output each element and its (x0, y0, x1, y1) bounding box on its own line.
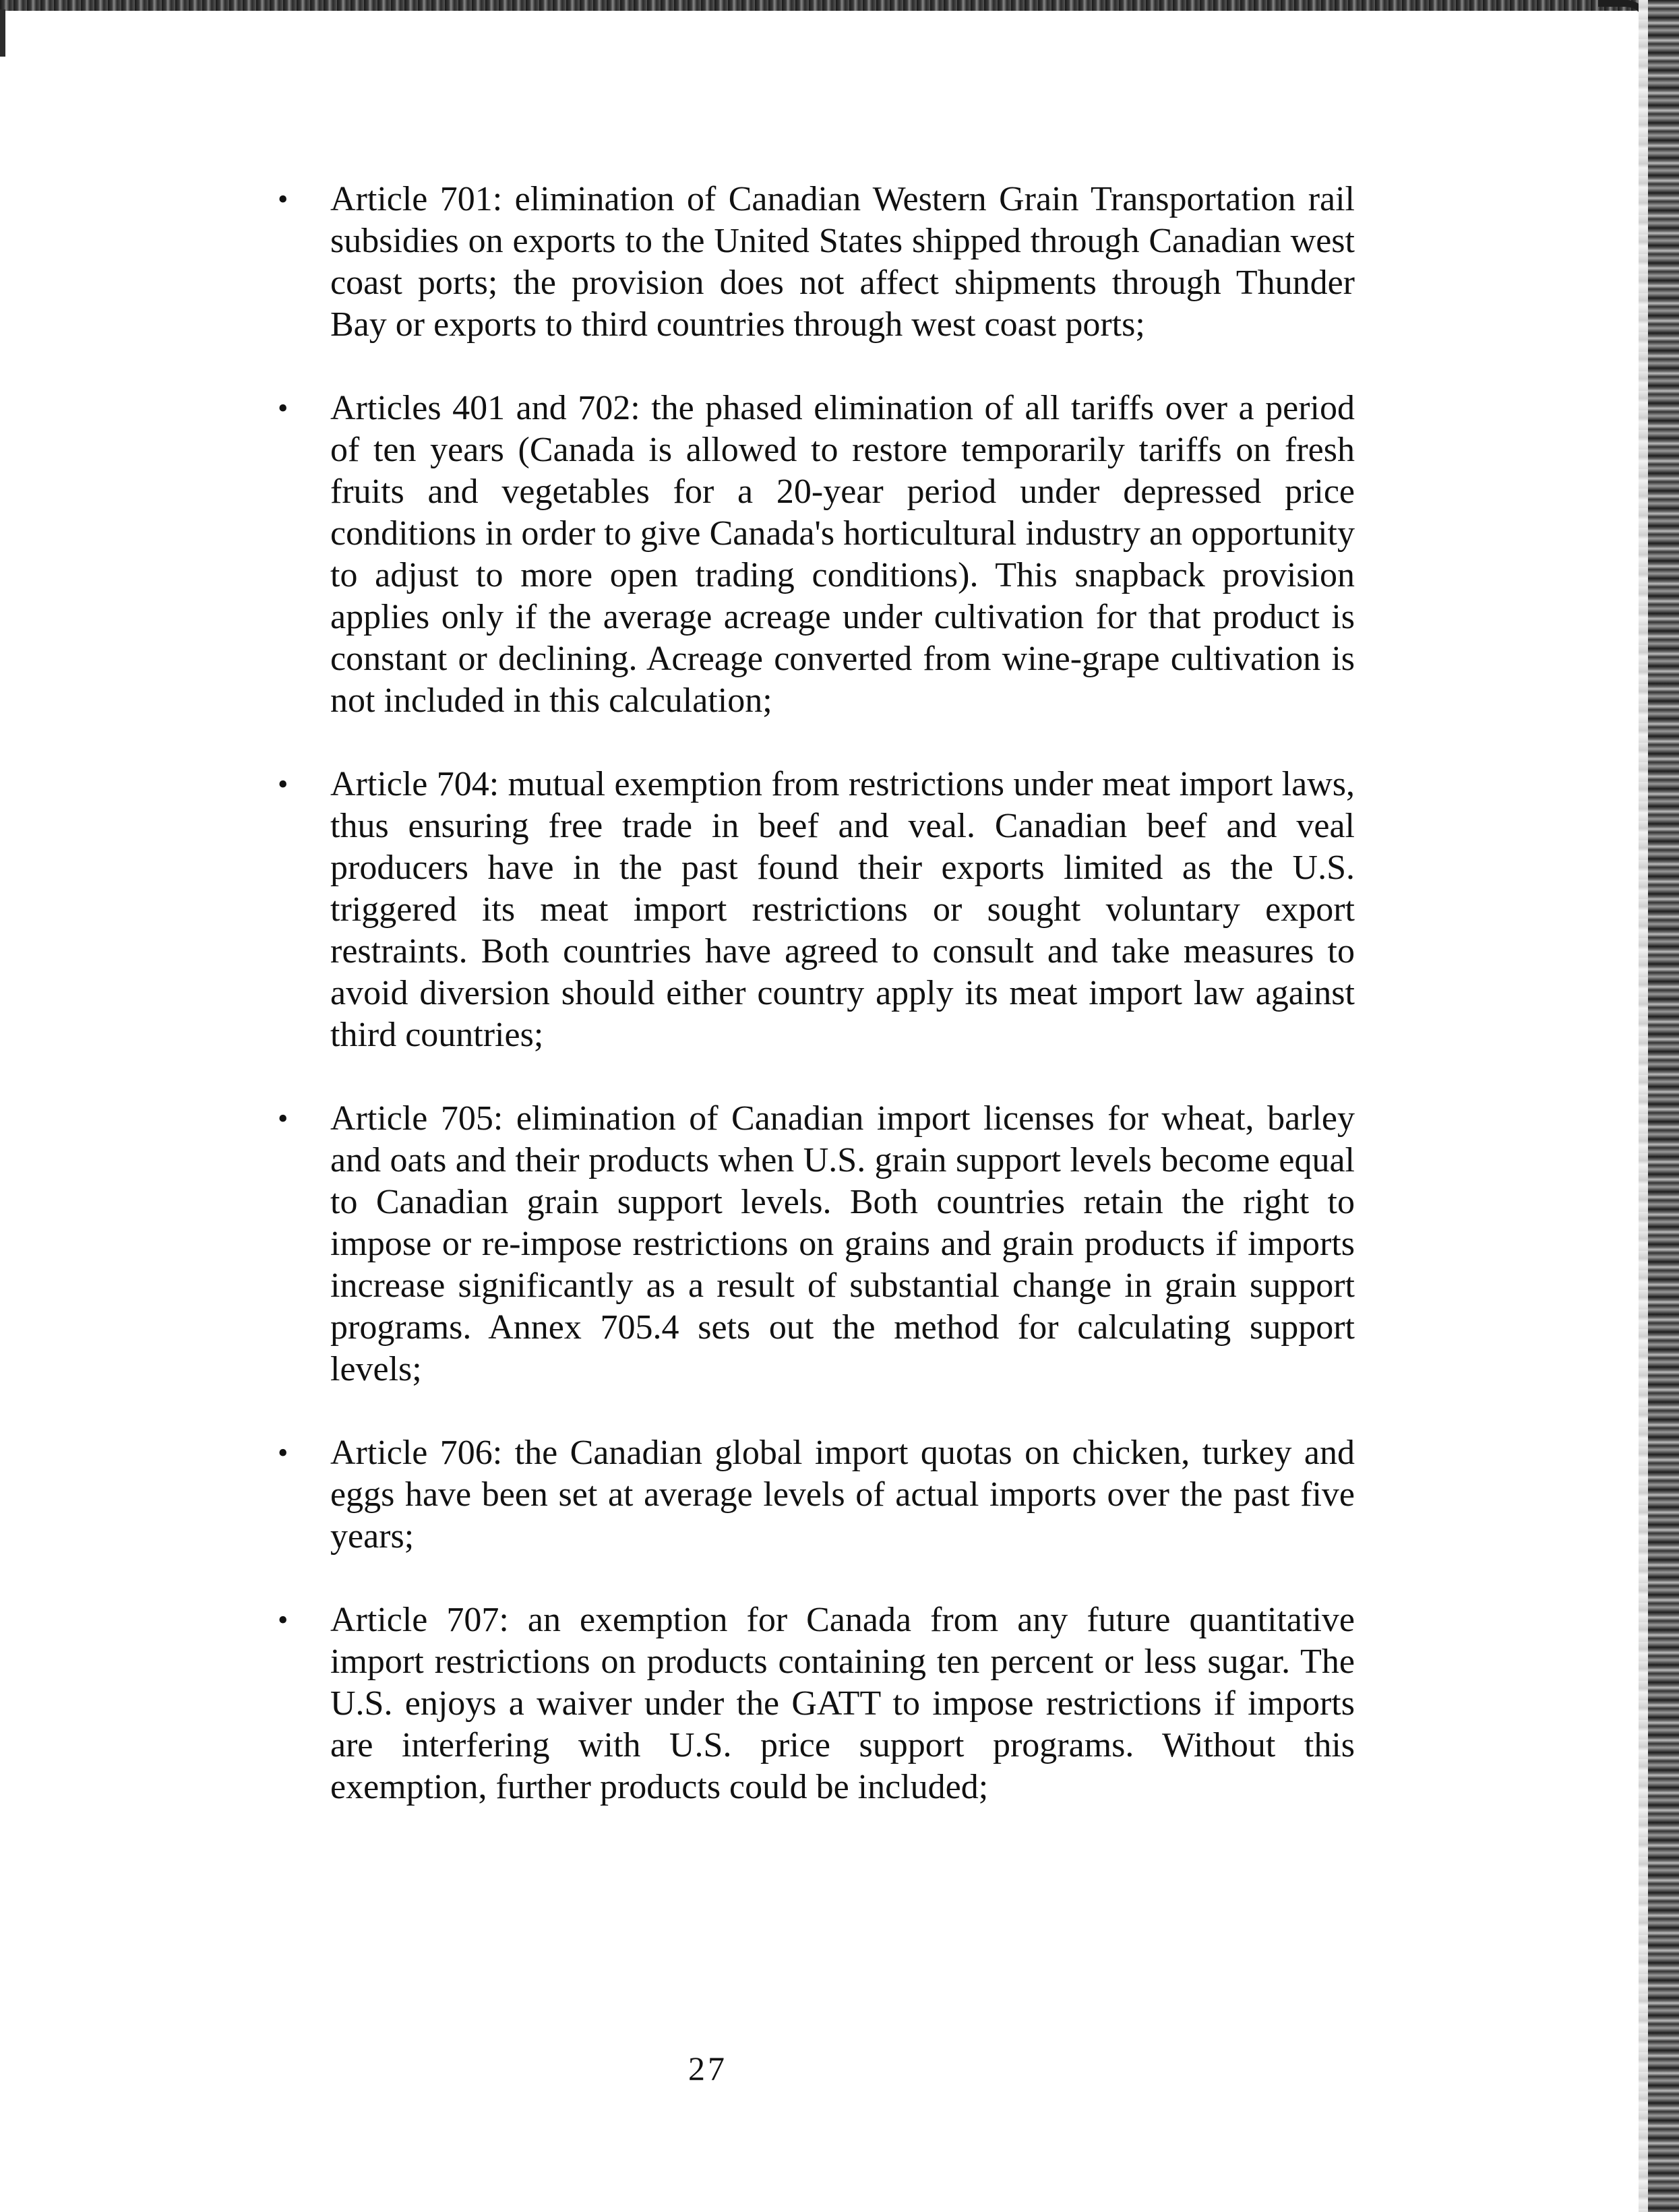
bullet-icon: • (278, 1603, 288, 1636)
list-item-text: Articles 401 and 702: the phased elimination of all tariffs over a period of ten years (Canada is allowed to restore temporarily tariffs on fresh fruits and vegetables for a 20-year period under depressed price conditions in order to give Canada's horticultural industry an opportunity to adjust to more open trading conditions). This snapback provision applies only if the average acreage under cultivation for that product is constant or declining. Acreage converted from wine-grape cultivation is not included in this calculation; (330, 389, 1355, 720)
scan-edge-right (1648, 0, 1679, 2212)
list-item-text: Article 705: elimination of Canadian import licenses for wheat, barley and oats and their products when U.S. grain support levels become equal to Canadian grain support levels. Both countries retain the right to impose or re-impose restrictions on grains and grain products if imports increase significantly as a result of substantial change in grain support programs. Annex 705.4 sets out the method for calculating support levels; (330, 1099, 1355, 1388)
list-item-article-705 (263, 1098, 1355, 1390)
list-item-text: Article 706: the Canadian global import quotas on chicken, turkey and eggs have been set at average levels of actual imports over the past five years; (330, 1434, 1355, 1556)
bullet-icon: • (278, 183, 288, 216)
list-item-text: Article 704: mutual exemption from restrictions under meat import laws, thus ensuring free trade in beef and veal. Canadian beef and veal producers have in the past found their exports limited as the U.S. triggered its meat import restrictions or sought voluntary export restraints. Both countries have agreed to consult and take measures to avoid diversion should either country apply its meat import law against third countries; (330, 765, 1355, 1054)
list-item-article-701 (263, 179, 1355, 346)
list-item-article-706 (263, 1432, 1355, 1558)
list-item-article-704 (263, 764, 1355, 1056)
scan-edge-top (0, 0, 1679, 11)
bullet-list (263, 179, 1355, 1850)
page-number: 27 (688, 2050, 727, 2087)
bullet-icon: • (278, 1102, 288, 1135)
list-item-text: Article 707: an exemption for Canada from any future quantitative import restrictions on products containing ten percent or less sugar. The U.S. enjoys a waiver under the GATT to impose restrictions if imports are interfering with U.S. price support programs. Without this exemption, further products could be included; (330, 1601, 1355, 1806)
bullet-icon: • (278, 768, 288, 801)
list-item-articles-401-702 (263, 388, 1355, 722)
bullet-icon: • (278, 392, 288, 425)
bullet-icon: • (278, 1436, 288, 1469)
scan-edge-right-shadow (1639, 0, 1648, 2212)
list-item-text: Article 701: elimination of Canadian Western Grain Transportation rail subsidies on exports to the United States shipped through Canadian west coast ports; the provision does not affect shipments through Thunder Bay or exports to third countries through west coast ports; (330, 180, 1355, 344)
scan-edge-top-left (0, 9, 5, 57)
list-item-article-707 (263, 1599, 1355, 1808)
